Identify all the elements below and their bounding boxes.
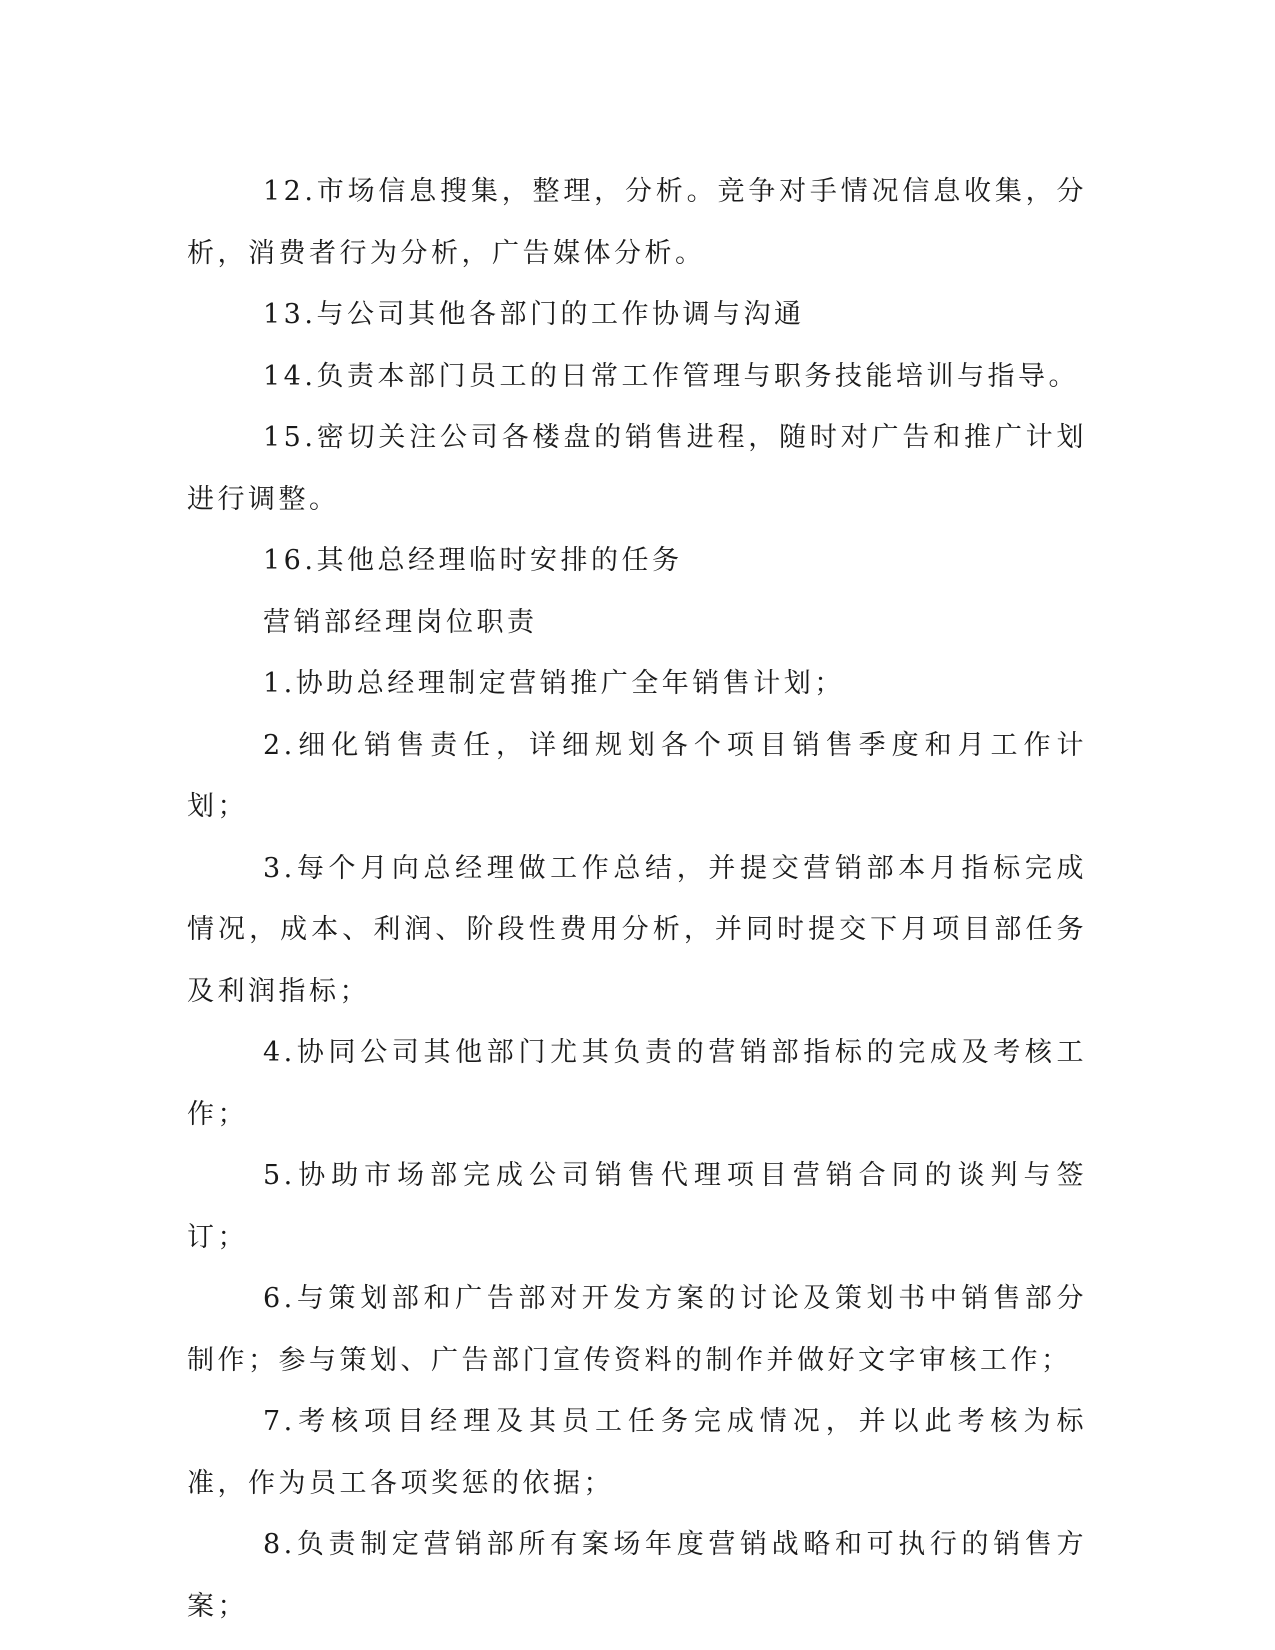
duty-item-3: 3.每个月向总经理做工作总结，并提交营销部本月指标完成情况，成本、利润、阶段性费用分析，并同时提交下月项目部任务及利润指标；: [187, 852, 1087, 1007]
paragraph-item-12: 12.市场信息搜集，整理，分析。竞争对手情况信息收集，分析，消费者行为分析，广告媒体分析。: [187, 176, 1087, 269]
duty-item-2: 2.细化销售责任，详细规划各个项目销售季度和月工作计划；: [187, 729, 1087, 822]
paragraph-item-16: 16.其他总经理临时安排的任务: [263, 545, 683, 576]
paragraph-item-13: 13.与公司其他各部门的工作协调与沟通: [263, 299, 805, 330]
paragraph-item-14: 14.负责本部门员工的日常工作管理与职务技能培训与指导。: [263, 360, 1079, 392]
duty-item-5: 5.协助市场部完成公司销售代理项目营销合同的谈判与签订；: [187, 1160, 1087, 1253]
duty-item-7: 7.考核项目经理及其员工任务完成情况，并以此考核为标准，作为员工各项奖惩的依据；: [187, 1406, 1087, 1499]
duty-item-6: 6.与策划部和广告部对开发方案的讨论及策划书中销售部分制作；参与策划、广告部门宣传资料的制作并做好文字审核工作；: [187, 1283, 1087, 1376]
section-heading: 营销部经理岗位职责: [263, 606, 538, 638]
document-body: [187, 161, 1087, 1637]
duty-item-8: 8.负责制定营销部所有案场年度营销战略和可执行的销售方案；: [187, 1529, 1087, 1622]
paragraph-item-15: 15.密切关注公司各楼盘的销售进程，随时对广告和推广计划进行调整。: [187, 422, 1087, 515]
duty-item-4: 4.协同公司其他部门尤其负责的营销部指标的完成及考核工作；: [187, 1037, 1087, 1130]
duty-item-1: 1.协助总经理制定营销推广全年销售计划；: [263, 668, 845, 699]
